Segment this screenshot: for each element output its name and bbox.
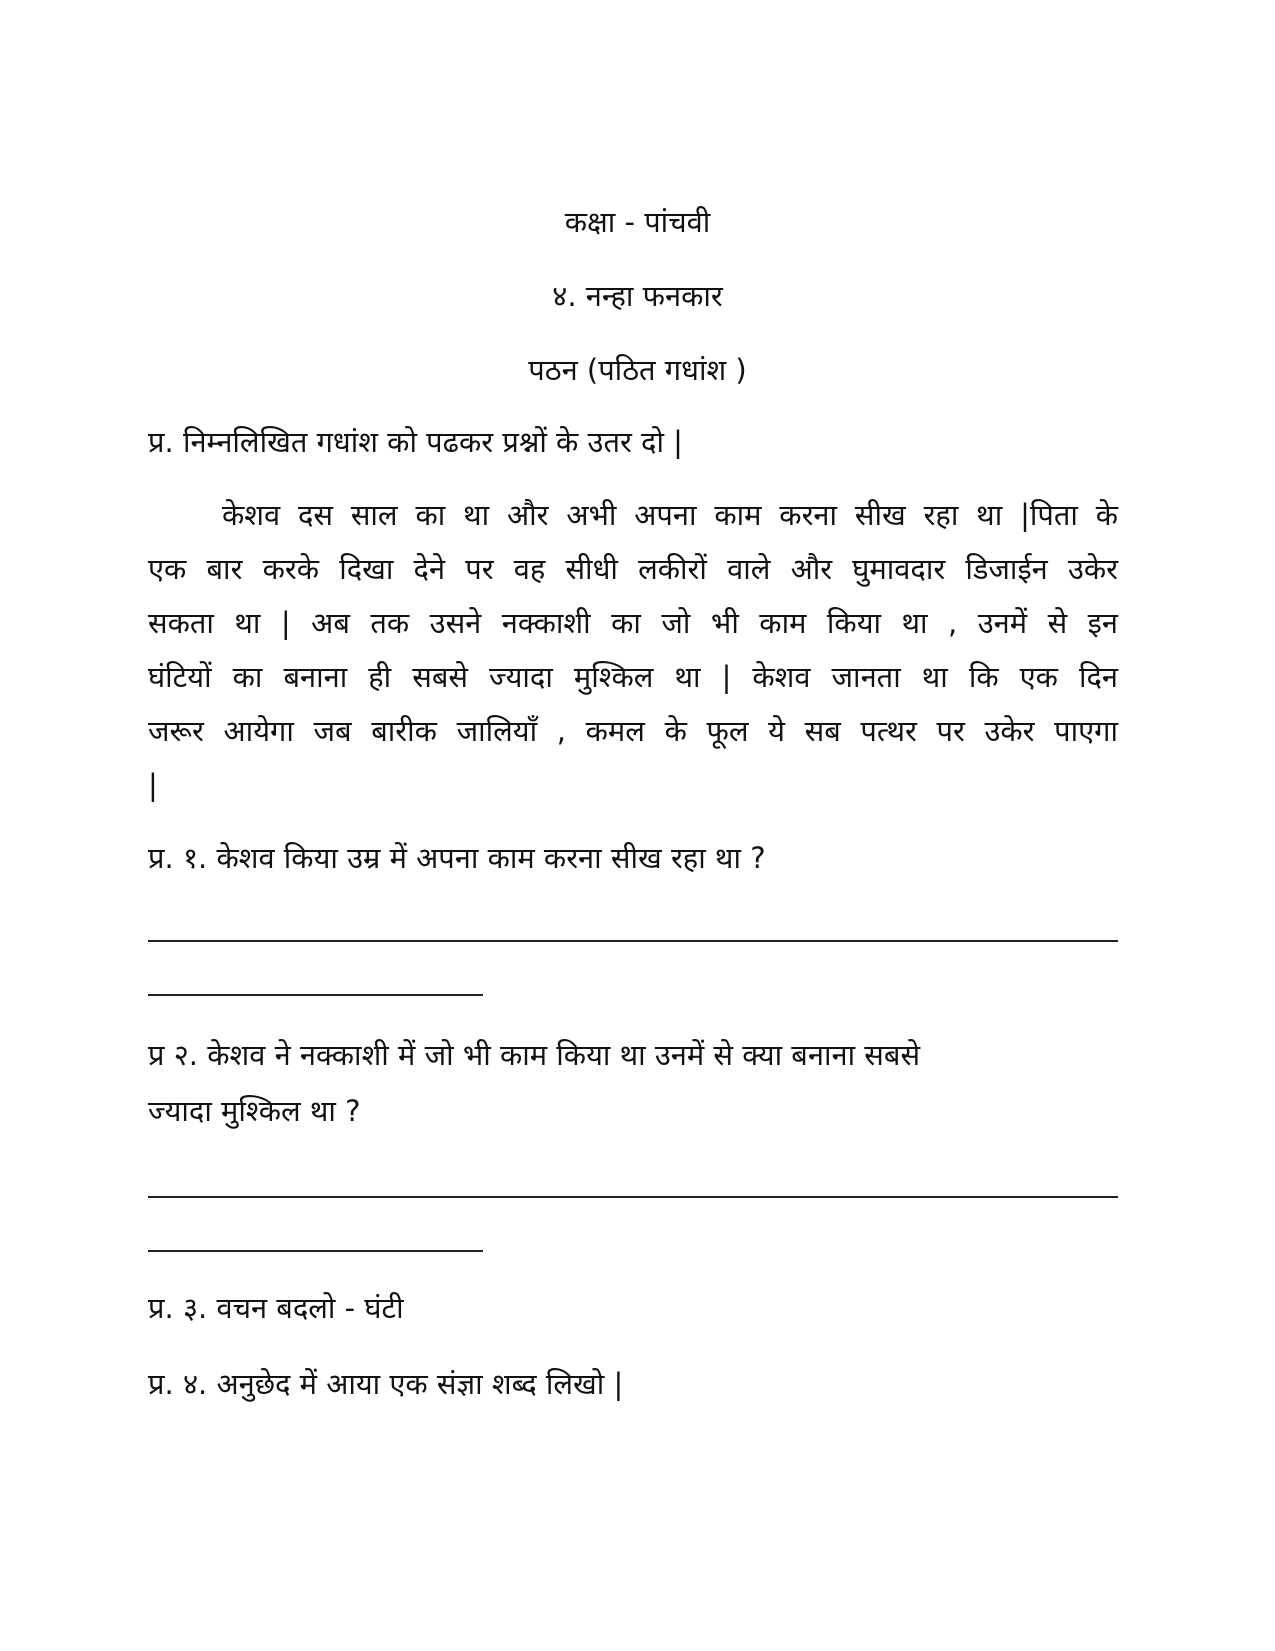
answer-line-1a[interactable] xyxy=(148,940,1118,942)
passage-line: | xyxy=(148,768,158,802)
section-title: पठन (पठित गधांश ) xyxy=(528,353,747,387)
lesson-title: ४. नन्हा फनकार xyxy=(552,279,723,313)
answer-line-1b[interactable] xyxy=(148,994,483,996)
answer-line-2b[interactable] xyxy=(148,1250,483,1252)
question-3: प्र. ३. वचन बदलो - घंटी xyxy=(148,1291,404,1325)
passage-line: सकता था | अब तक उसने नक्काशी का जो भी काम किया था , उनमें से इन xyxy=(148,606,1118,640)
question-4: प्र. ४. अनुछेद में आया एक संज्ञा शब्द लिखो | xyxy=(148,1367,624,1401)
passage-line: एक बार करके दिखा देने पर वह सीधी लकीरों वाले और घुमावदार डिजाईन उकेर xyxy=(148,552,1118,586)
question-1: प्र. १. केशव किया उम्र में अपना काम करना सीख रहा था ? xyxy=(148,841,766,875)
answer-line-2a[interactable] xyxy=(148,1196,1118,1198)
passage-line: घंटियों का बनाना ही सबसे ज्यादा मुश्किल था | केशव जानता था कि एक दिन xyxy=(148,660,1118,694)
question-2-line-1: प्र २. केशव ने नक्काशी में जो भी काम किया था उनमें से क्या बनाना सबसे xyxy=(148,1038,921,1072)
question-2-line-2: ज्यादा मुश्किल था ? xyxy=(148,1094,361,1128)
instruction-text: प्र. निम्नलिखित गधांश को पढकर प्रश्नों के उतर दो | xyxy=(148,425,683,459)
passage-line: केशव दस साल का था और अभी अपना काम करना सीख रहा था |पिता के xyxy=(222,498,1118,532)
passage-line: जरूर आयेगा जब बारीक जालियाँ , कमल के फूल ये सब पत्थर पर उकेर पाएगा xyxy=(148,714,1118,748)
class-label: कक्षा - पांचवी xyxy=(564,205,711,239)
